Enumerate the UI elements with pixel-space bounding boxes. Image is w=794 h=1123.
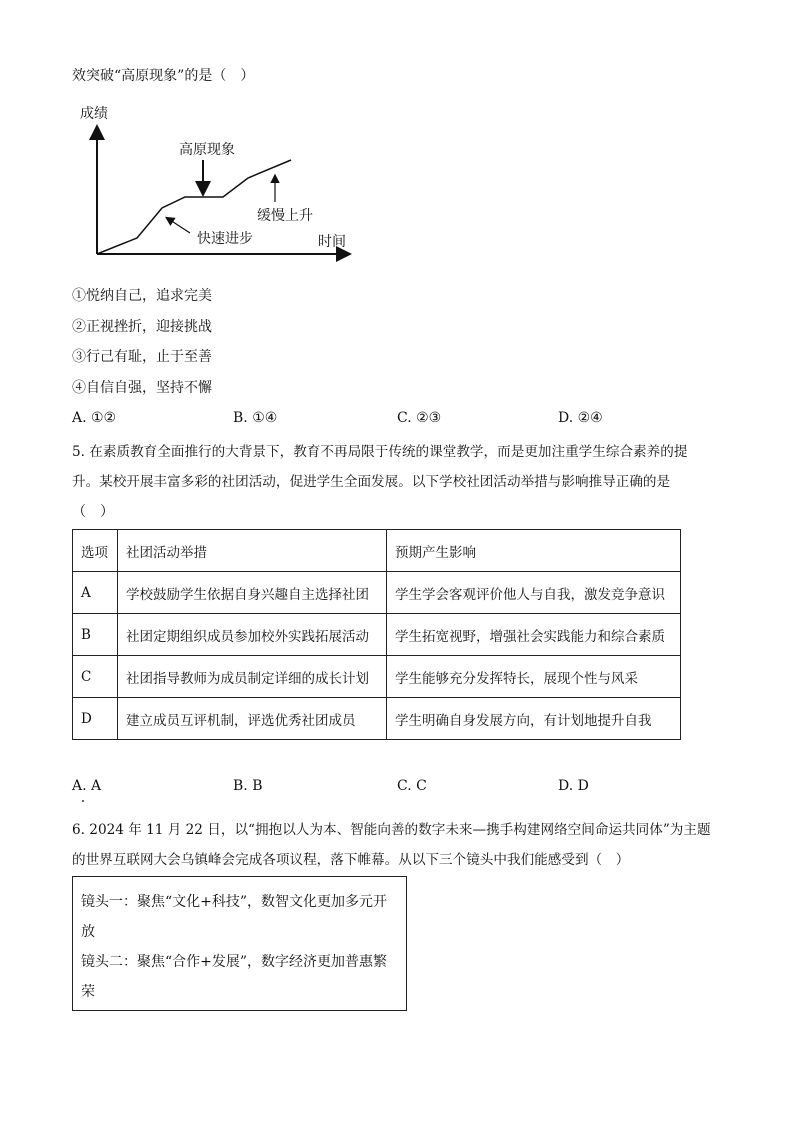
table-cell: 社团指导教师为成员制定详细的成长计划 (118, 656, 387, 698)
table-cell: A (73, 572, 118, 614)
q5-stem-line3: （ ） (72, 504, 114, 520)
q6-stem-line2: 的世界互联网大会乌镇峰会完成各项议程，落下帷幕。从以下三个镜头中我们能感受到（ ） (72, 852, 630, 868)
label-plateau: 高原现象 (179, 142, 235, 158)
table-cell: 学生明确自身发展方向，有计划地提升自我 (387, 698, 681, 740)
table-cell: 建立成员互评机制，评选优秀社团成员 (118, 698, 387, 740)
table-cell: 社团定期组织成员参加校外实践拓展活动 (118, 614, 387, 656)
x-axis-label: 时间 (318, 234, 346, 250)
fast-progress-arrow (167, 218, 190, 233)
scene-line: 镜头二：聚焦“合作+发展”，数字经济更加普惠繁 (81, 954, 388, 970)
q5-options (72, 778, 712, 798)
table-cell: D (73, 698, 118, 740)
q4-statement-1: ①悦纳自己，追求完美 (72, 288, 212, 304)
table-header-cell: 预期产生影响 (387, 530, 681, 572)
table-cell: B (73, 614, 118, 656)
q4-option-b[interactable]: B. ①④ (233, 410, 278, 426)
intro-line: 效突破“高原现象”的是（ ） (72, 68, 255, 84)
scene-line: 放 (81, 924, 95, 940)
q4-statement-3: ③行己有耻，止于至善 (72, 349, 212, 365)
table-row (73, 656, 681, 698)
label-fast-progress: 快速进步 (197, 231, 253, 247)
scene-line: 镜头一：聚焦“文化+科技”，数智文化更加多元开 (81, 894, 388, 910)
y-axis-label: 成绩 (80, 106, 108, 122)
label-slow-rise: 缓慢上升 (257, 208, 313, 224)
table-row (73, 698, 681, 740)
q5-option-b[interactable]: B. B (233, 778, 263, 794)
q5-table (72, 529, 681, 740)
q5-option-c[interactable]: C. C (397, 778, 427, 794)
table-header-row (73, 530, 681, 572)
scene-line: 荣 (81, 984, 95, 1000)
q4-options (72, 410, 712, 430)
q4-option-d[interactable]: D. ②④ (558, 410, 603, 426)
q4-option-c[interactable]: C. ②③ (397, 410, 442, 426)
table-row (73, 572, 681, 614)
table-cell: 学生学会客观评价他人与自我，激发竞争意识 (387, 572, 681, 614)
stray-dot (82, 800, 84, 802)
q5-option-a[interactable]: A. A (72, 778, 102, 794)
performance-curve (97, 160, 291, 254)
table-row (73, 614, 681, 656)
q6-scene-box (72, 876, 407, 1011)
table-cell: 学校鼓励学生依据自身兴趣自主选择社团 (118, 572, 387, 614)
q5-stem-line1: 5. 在素质教育全面推行的大背景下，教育不再局限于传统的课堂教学，而是更加注重学生综合素养的提 (72, 444, 688, 460)
table-cell: 学生能够充分发挥特长，展现个性与风采 (387, 656, 681, 698)
q4-statement-4: ④自信自强，坚持不懈 (72, 380, 212, 396)
q4-statement-2: ②正视挫折，迎接挑战 (72, 319, 212, 335)
table-cell: C (73, 656, 118, 698)
table-cell: 学生拓宽视野，增强社会实践能力和综合素质 (387, 614, 681, 656)
q6-stem-line1: 6. 2024 年 11 月 22 日，以“拥抱以人为本、智能向善的数字未来—携手构建网络空间命运共同体”为主题 (72, 822, 711, 838)
q5-option-d[interactable]: D. D (558, 778, 589, 794)
q4-option-a[interactable]: A. ①② (72, 410, 117, 426)
q5-stem-line2: 升。某校开展丰富多彩的社团活动，促进学生全面发展。以下学校社团活动举措与影响推导正确的是 (72, 474, 671, 490)
plateau-diagram (72, 100, 362, 270)
table-header-cell: 选项 (73, 530, 118, 572)
table-header-cell: 社团活动举措 (118, 530, 387, 572)
